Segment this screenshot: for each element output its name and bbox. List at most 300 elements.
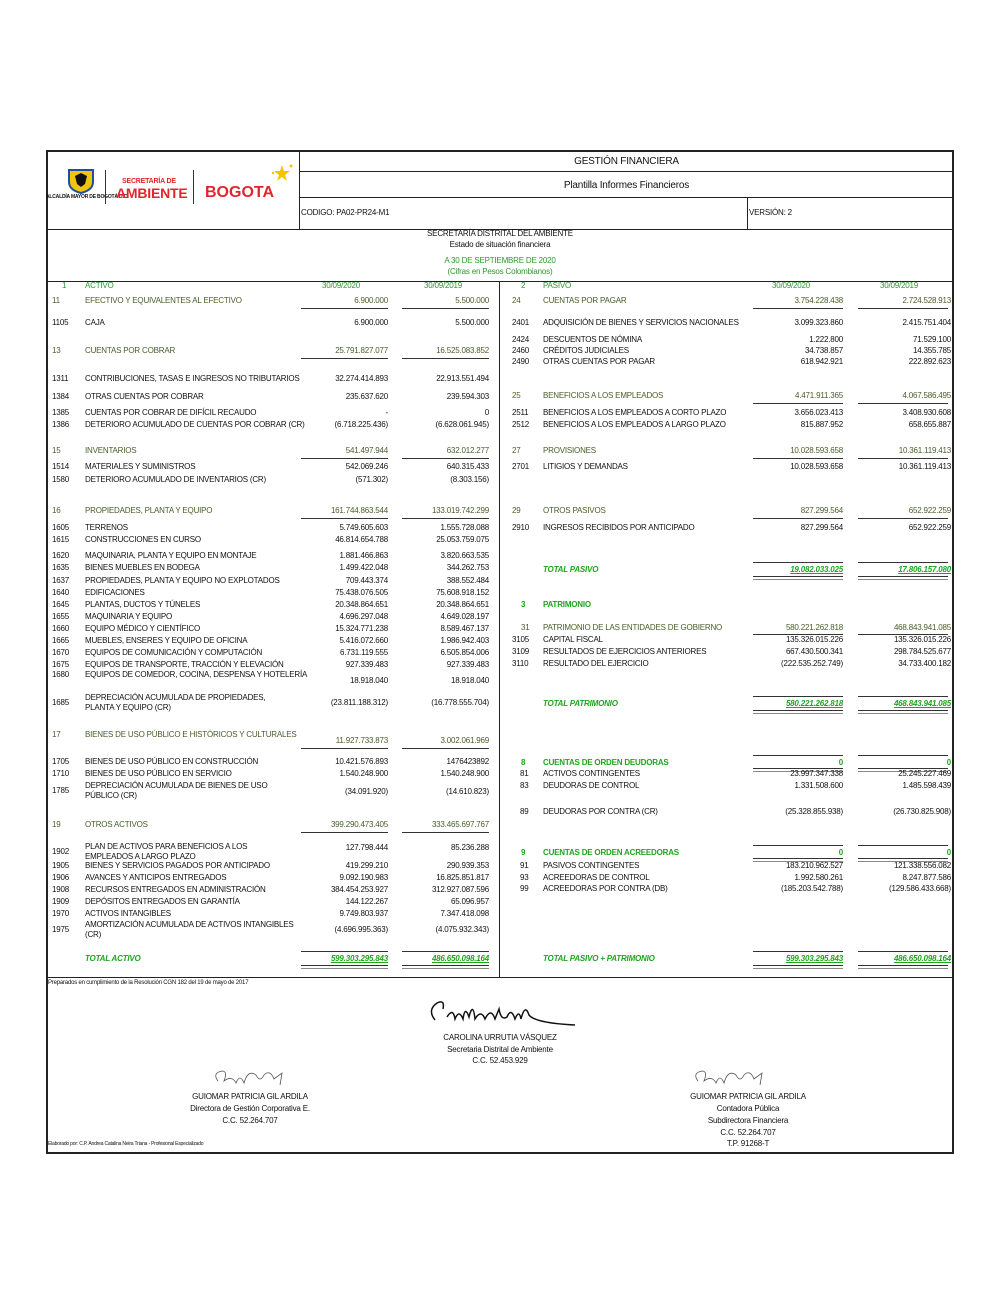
bogota-star-icon <box>270 163 294 183</box>
value-2020: 1.222.800 <box>809 335 843 344</box>
account-label: PROPIEDADES, PLANTA Y EQUIPO <box>85 506 213 515</box>
total-top-line <box>858 696 948 697</box>
alcaldia-logo <box>46 168 129 216</box>
value-2019: 75.608.918.152 <box>436 588 489 597</box>
logo-separator <box>105 170 106 204</box>
value-2019: 18.918.040 <box>450 676 489 685</box>
value-2020: 815.887.952 <box>800 420 843 429</box>
account-code: 1580 <box>52 475 69 484</box>
value-2020: 3.656.023.413 <box>794 408 843 417</box>
total-pasivo-2019: 17.806.157.080 <box>898 565 951 574</box>
value-2020: 4.471.911.365 <box>795 391 843 400</box>
account-label: RESULTADOS DE EJERCICIOS ANTERIORES <box>543 647 707 656</box>
deudoras-head-code: 8 <box>521 758 526 767</box>
account-code: 2511 <box>512 408 529 417</box>
value-2020: 10.028.593.658 <box>790 446 843 455</box>
value-2019: (8.303.156) <box>450 475 489 484</box>
value-2020: 667.430.500.341 <box>785 647 843 656</box>
account-code: 1655 <box>52 612 69 621</box>
total-double-underline <box>858 710 948 714</box>
value-2020: 6.900.000 <box>354 296 388 305</box>
header-line <box>299 171 954 172</box>
account-code: 31 <box>521 623 530 632</box>
account-label: PASIVOS CONTINGENTES <box>543 861 640 870</box>
value-2019: 20.348.864.651 <box>436 600 489 609</box>
group-underline <box>858 308 948 309</box>
group-underline <box>402 518 489 519</box>
value-2019: 34.733.400.182 <box>898 659 951 668</box>
value-2019: 312.927.087.596 <box>431 885 489 894</box>
value-2020: 9.749.803.937 <box>339 909 388 918</box>
value-2020: 183.210.962.527 <box>785 861 843 870</box>
account-label: PROPIEDADES, PLANTA Y EQUIPO NO EXPLOTADOS <box>85 576 280 585</box>
value-2020: 927.339.483 <box>345 660 388 669</box>
account-code: 1620 <box>52 551 69 560</box>
value-2020: 11.927.733.873 <box>335 736 388 745</box>
account-label: CONTRIBUCIONES, TASAS E INGRESOS NO TRIBUTARIOS <box>85 374 300 383</box>
account-code: 27 <box>512 446 521 455</box>
value-2020: - <box>385 408 388 417</box>
account-code: 1902 <box>52 847 69 856</box>
account-code: 1705 <box>52 757 69 766</box>
group-underline <box>753 403 843 404</box>
account-code: 1785 <box>52 786 69 795</box>
account-code: 2490 <box>512 357 529 366</box>
header-divider <box>747 197 748 230</box>
account-label: CONSTRUCCIONES EN CURSO <box>85 535 201 544</box>
value-2019: 222.892.623 <box>908 357 951 366</box>
value-2019: 640.315.433 <box>446 462 489 471</box>
account-label: EDIFICACIONES <box>85 588 145 597</box>
account-code: 1970 <box>52 909 69 918</box>
account-code: 29 <box>512 506 521 515</box>
pasivo-col-2019: 30/09/2019 <box>880 281 919 290</box>
account-label: INVENTARIOS <box>85 446 137 455</box>
account-label: DESCUENTOS DE NÓMINA <box>543 335 642 344</box>
signature-guiomar-right <box>690 1065 770 1089</box>
total-top-line <box>753 562 843 563</box>
value-2020: 135.326.015.226 <box>785 635 843 644</box>
header-line <box>299 197 954 198</box>
value-2020: 1.499.422.048 <box>339 563 388 572</box>
table-bottom-line <box>46 977 954 978</box>
account-label: INGRESOS RECIBIDOS POR ANTICIPADO <box>543 523 695 532</box>
account-label: MUEBLES, ENSERES Y EQUIPO DE OFICINA <box>85 636 248 645</box>
value-2019: 652.922.259 <box>908 506 951 515</box>
account-label: EQUIPO MÉDICO Y CIENTÍFICO <box>85 624 200 633</box>
account-label: ACTIVOS CONTINGENTES <box>543 769 640 778</box>
group-underline <box>301 748 388 749</box>
value-2020: (25.328.855.938) <box>785 807 843 816</box>
value-2020: 46.814.654.788 <box>335 535 388 544</box>
account-label: DEUDORAS DE CONTROL <box>543 781 640 790</box>
resolution-note: Preparados en cumplimiento de la Resolución CGN 182 del 19 de mayo de 2017 <box>48 980 249 986</box>
account-label: CUENTAS POR PAGAR <box>543 296 627 305</box>
account-code: 2910 <box>512 523 529 532</box>
account-code: 1105 <box>52 318 69 327</box>
activo-header: ACTIVO <box>85 281 114 290</box>
value-2020: 6.731.119.555 <box>340 648 388 657</box>
value-2019: 3.408.930.608 <box>902 408 951 417</box>
account-code: 1384 <box>52 392 69 401</box>
account-label: DEPÓSITOS ENTREGADOS EN GARANTÍA <box>85 897 240 906</box>
value-2019: 290.939.353 <box>446 861 489 870</box>
group-underline <box>753 458 843 459</box>
value-2020: 542.069.246 <box>345 462 388 471</box>
value-2019: 16.825.851.817 <box>436 873 489 882</box>
value-2020: 1.992.580.261 <box>794 873 843 882</box>
group-underline <box>402 358 489 359</box>
value-2019: 652.922.259 <box>908 523 951 532</box>
total-double-underline <box>753 965 843 969</box>
account-code: 1675 <box>52 660 69 669</box>
total-pasivo-patrimonio-2019: 486.650.098.164 <box>893 954 951 963</box>
account-code: 19 <box>52 820 61 829</box>
account-label: EFECTIVO Y EQUIVALENTES AL EFECTIVO <box>85 296 242 305</box>
value-2020: 161.744.863.544 <box>330 506 388 515</box>
value-2019: 3.002.061.969 <box>440 736 489 745</box>
account-code: 1670 <box>52 648 69 657</box>
account-code: 11 <box>52 296 60 305</box>
account-code: 24 <box>512 296 521 305</box>
patrimonio-header: PATRIMONIO <box>543 600 591 609</box>
account-label: BIENES Y SERVICIOS PAGADOS POR ANTICIPADO <box>85 861 270 870</box>
value-2019: 298.784.525.677 <box>893 647 951 656</box>
column-divider <box>499 281 500 977</box>
value-2020: 3.754.228.438 <box>794 296 843 305</box>
value-2019: 0 <box>484 408 489 417</box>
account-code: 1635 <box>52 563 69 572</box>
value-2019: 1.986.942.403 <box>440 636 489 645</box>
value-2019: (14.610.823) <box>446 787 489 796</box>
account-label: BENEFICIOS A LOS EMPLEADOS A LARGO PLAZO <box>543 420 726 429</box>
account-code: 1645 <box>52 600 69 609</box>
acreedoras-head-2020: 0 <box>838 848 843 857</box>
account-label: BIENES MUEBLES EN BODEGA <box>85 563 200 572</box>
value-2019: 344.262.753 <box>446 563 489 572</box>
value-2020: 5.749.605.603 <box>339 523 388 532</box>
account-label: ACTIVOS INTANGIBLES <box>85 909 171 918</box>
group-underline <box>301 518 388 519</box>
account-code: 1685 <box>52 698 69 707</box>
account-label: DETERIORO ACUMULADO DE CUENTAS POR COBRAR (CR) <box>85 420 305 429</box>
activo-code: 1 <box>62 281 67 290</box>
value-2020: (4.696.995.363) <box>334 925 388 934</box>
value-2020: 127.798.444 <box>345 843 388 852</box>
value-2020: (222.535.252.749) <box>781 659 843 668</box>
account-code: 1710 <box>52 769 69 778</box>
account-code: 15 <box>52 446 61 455</box>
value-2020: 827.299.564 <box>800 523 843 532</box>
value-2020: 419.299.210 <box>345 861 388 870</box>
value-2020: (6.718.225.436) <box>334 420 388 429</box>
account-label: CRÉDITOS JUDICIALES <box>543 346 629 355</box>
signature-carolina <box>425 995 585 1035</box>
account-label: DEPRECIACIÓN ACUMULADA DE PROPIEDADES, PLANTA Y EQUIPO (CR) <box>85 693 266 712</box>
total-double-underline <box>301 965 388 969</box>
alcaldia-text: ALCALDÍA MAYOR DE BOGOTÁ D.C. <box>46 194 129 200</box>
total-patrimonio-label: TOTAL PATRIMONIO <box>543 699 618 708</box>
entity-name: SECRETARÍA DISTRITAL DEL AMBIENTE <box>427 229 573 238</box>
account-code: 89 <box>520 807 529 816</box>
value-2020: 1.881.466.863 <box>339 551 388 560</box>
account-code: 1386 <box>52 420 69 429</box>
account-code: 1615 <box>52 535 69 544</box>
doc-code: CODIGO: PA02-PR24-M1 <box>301 208 390 217</box>
account-label: ADQUISICIÓN DE BIENES Y SERVICIOS NACIONALES <box>543 318 739 327</box>
deudoras-head-2020: 0 <box>838 758 843 767</box>
account-code: 91 <box>520 861 529 870</box>
account-label: ACREEDORAS DE CONTROL <box>543 873 650 882</box>
account-code: 1909 <box>52 897 69 906</box>
account-code: 1660 <box>52 624 69 633</box>
account-code: 2424 <box>512 335 529 344</box>
deudoras-head-label: CUENTAS DE ORDEN DEUDORAS <box>543 758 669 767</box>
value-2019: 468.843.941.085 <box>893 623 951 632</box>
value-2020: 5.416.072.660 <box>339 636 388 645</box>
account-label: RECURSOS ENTREGADOS EN ADMINISTRACIÓN <box>85 885 266 894</box>
total-double-underline <box>753 576 843 580</box>
value-2019: (4.075.932.343) <box>435 925 489 934</box>
account-label: OTRAS CUENTAS POR PAGAR <box>543 357 656 366</box>
value-2020: 618.942.921 <box>800 357 843 366</box>
prepared-by: Elaborado por: C.P. Andrea Catalina Neira Triana - Profesional Especializado <box>48 1141 204 1147</box>
total-pasivo-label: TOTAL PASIVO <box>543 565 599 574</box>
signer-left-role: Directora de Gestión Corporativa E. <box>190 1104 310 1113</box>
group-underline <box>858 458 948 459</box>
account-label: BENEFICIOS A LOS EMPLEADOS A CORTO PLAZO <box>543 408 727 417</box>
total-top-line <box>753 951 843 952</box>
acreedoras-head-2019: 0 <box>946 848 951 857</box>
account-label: EQUIPOS DE COMUNICACIÓN Y COMPUTACIÓN <box>85 648 263 657</box>
value-2019: 85.236.288 <box>450 843 489 852</box>
secretaria-logo-small: SECRETARÍA DE <box>122 178 176 185</box>
account-code: 2512 <box>512 420 529 429</box>
value-2020: 18.918.040 <box>349 676 388 685</box>
account-code: 1514 <box>52 462 69 471</box>
group-underline <box>301 832 388 833</box>
value-2019: 388.552.484 <box>446 576 489 585</box>
group-underline <box>753 308 843 309</box>
account-code: 1905 <box>52 861 69 870</box>
account-label: PLANTAS, DUCTOS Y TÚNELES <box>85 600 201 609</box>
logo-separator <box>193 170 194 204</box>
value-2019: 1.485.598.439 <box>902 781 951 790</box>
value-2019: 6.505.854.006 <box>440 648 489 657</box>
orden-top-line <box>858 845 948 846</box>
account-label: DEPRECIACIÓN ACUMULADA DE BIENES DE USO PÚBLICO (CR) <box>85 781 268 800</box>
account-label: CAPITAL FISCAL <box>543 635 603 644</box>
value-2020: (23.811.188.312) <box>330 698 388 707</box>
signer-right-tp: T.P. 91268-T <box>726 1139 770 1148</box>
account-code: 93 <box>520 873 529 882</box>
statement-name: Estado de situación financiera <box>449 240 551 249</box>
value-2020: 384.454.253.927 <box>330 885 388 894</box>
total-top-line <box>402 951 489 952</box>
account-label: PROVISIONES <box>543 446 596 455</box>
value-2019: (6.628.061.945) <box>435 420 489 429</box>
statement-date: A 30 DE SEPTIEMBRE DE 2020 <box>444 256 556 265</box>
value-2019: 3.820.663.535 <box>440 551 489 560</box>
activo-col-2020: 30/09/2020 <box>322 281 361 290</box>
pasivo-header: PASIVO <box>543 281 571 290</box>
group-underline <box>402 308 489 309</box>
group-underline <box>402 832 489 833</box>
value-2019: 4.649.028.197 <box>440 612 489 621</box>
value-2019: 658.655.887 <box>908 420 951 429</box>
account-label: BIENES DE USO PÚBLICO EN CONSTRUCCIÓN <box>85 757 259 766</box>
account-label: OTROS ACTIVOS <box>85 820 148 829</box>
value-2020: 20.348.864.651 <box>335 600 388 609</box>
value-2019: 927.339.483 <box>446 660 489 669</box>
signer-right-role: Contadora Pública <box>716 1104 780 1113</box>
account-label: MAQUINARIA Y EQUIPO <box>85 612 173 621</box>
value-2019: (129.586.433.668) <box>889 884 951 893</box>
account-label: PLAN DE ACTIVOS PARA BENEFICIOS A LOS EMPLEADOS A LARGO PLAZO <box>85 842 248 861</box>
signer-main-id: C.C. 52.453.929 <box>472 1056 528 1065</box>
value-2020: (571.302) <box>355 475 388 484</box>
account-code: 1640 <box>52 588 69 597</box>
value-2019: 10.361.119.413 <box>898 446 951 455</box>
total-double-underline <box>402 965 489 969</box>
value-2020: 25.791.827.077 <box>335 346 388 355</box>
coat-of-arms-icon <box>67 168 95 194</box>
total-double-underline <box>858 576 948 580</box>
value-2019: 65.096.957 <box>450 897 489 906</box>
signer-main-name: CAROLINA URRUTIA VÁSQUEZ <box>443 1033 557 1042</box>
account-code: 2460 <box>512 346 529 355</box>
value-2020: 23.997.347.338 <box>790 769 843 778</box>
account-label: PATRIMONIO DE LAS ENTIDADES DE GOBIERNO <box>543 623 723 632</box>
value-2020: (185.203.542.788) <box>781 884 843 893</box>
value-2019: 16.525.083.852 <box>436 346 489 355</box>
account-label: LITIGIOS Y DEMANDAS <box>543 462 628 471</box>
doc-version: VERSIÓN: 2 <box>749 208 792 217</box>
value-2020: 6.900.000 <box>354 318 388 327</box>
account-code: 1385 <box>52 408 69 417</box>
account-label: OTRAS CUENTAS POR COBRAR <box>85 392 204 401</box>
total-pasivo-patrimonio-label: TOTAL PASIVO + PATRIMONIO <box>543 954 655 963</box>
signature-guiomar-left <box>210 1065 290 1089</box>
value-2020: 75.438.076.505 <box>335 588 388 597</box>
orden-top-line <box>753 755 843 756</box>
value-2019: 1.540.248.900 <box>440 769 489 778</box>
value-2020: 580.221.262.818 <box>785 623 843 632</box>
value-2019: 121.338.556.082 <box>893 861 951 870</box>
group-underline <box>301 358 388 359</box>
patrimonio-code: 3 <box>521 600 526 609</box>
total-activo-2020: 599.303.295.843 <box>330 954 388 963</box>
value-2019: 25.245.227.469 <box>898 769 951 778</box>
value-2019: 632.012.277 <box>446 446 489 455</box>
acreedoras-head-label: CUENTAS DE ORDEN ACREEDORAS <box>543 848 679 857</box>
account-label: MATERIALES Y SUMINISTROS <box>85 462 196 471</box>
value-2020: 32.274.414.893 <box>335 374 388 383</box>
value-2020: 399.290.473.405 <box>330 820 388 829</box>
value-2019: 1476423892 <box>446 757 489 766</box>
acreedoras-head-code: 9 <box>521 848 526 857</box>
value-2019: 4.067.586.495 <box>902 391 951 400</box>
value-2020: 4.696.297.048 <box>339 612 388 621</box>
account-code: 13 <box>52 346 61 355</box>
account-label: RESULTADO DEL EJERCICIO <box>543 659 649 668</box>
total-top-line <box>858 562 948 563</box>
value-2020: (34.091.920) <box>345 787 388 796</box>
value-2019: 8.247.877.586 <box>902 873 951 882</box>
account-label: CUENTAS POR COBRAR <box>85 346 176 355</box>
activo-col-2019: 30/09/2019 <box>424 281 463 290</box>
account-code: 25 <box>512 391 521 400</box>
group-underline <box>301 308 388 309</box>
account-code: 1605 <box>52 523 69 532</box>
account-code: 1311 <box>52 374 69 383</box>
value-2020: 541.497.944 <box>345 446 388 455</box>
value-2020: 15.324.771.238 <box>335 624 388 633</box>
account-label: TERRENOS <box>85 523 128 532</box>
pasivo-code: 2 <box>521 281 526 290</box>
total-top-line <box>858 951 948 952</box>
group-underline <box>858 518 948 519</box>
account-label: AMORTIZACIÓN ACUMULADA DE ACTIVOS INTANGIBLES (CR) <box>85 920 294 939</box>
value-2019: 5.500.000 <box>455 318 489 327</box>
signer-right-name: GUIOMAR PATRICIA GIL ARDILA <box>690 1092 806 1101</box>
account-code: 1908 <box>52 885 69 894</box>
group-underline <box>402 458 489 459</box>
total-pasivo-patrimonio-2020: 599.303.295.843 <box>785 954 843 963</box>
account-label: BIENES DE USO PÚBLICO EN SERVICIO <box>85 769 232 778</box>
value-2019: 333.465.697.767 <box>431 820 489 829</box>
account-label: DEUDORAS POR CONTRA (CR) <box>543 807 658 816</box>
account-code: 17 <box>52 730 61 739</box>
group-underline <box>402 748 489 749</box>
value-2020: 34.738.857 <box>804 346 843 355</box>
account-label: ACREEDORAS POR CONTRA (DB) <box>543 884 668 893</box>
account-code: 1680 <box>52 670 69 679</box>
group-underline <box>858 403 948 404</box>
total-top-line <box>301 951 388 952</box>
account-code: 1665 <box>52 636 69 645</box>
account-label: OTROS PASIVOS <box>543 506 606 515</box>
account-code: 1637 <box>52 576 69 585</box>
value-2019: (26.730.825.908) <box>893 807 951 816</box>
value-2020: 235.637.620 <box>345 392 388 401</box>
value-2020: 827.299.564 <box>800 506 843 515</box>
value-2019: 1.555.728.088 <box>440 523 489 532</box>
total-double-underline <box>858 965 948 969</box>
value-2019: 2.724.528.913 <box>902 296 951 305</box>
value-2019: 133.019.742.299 <box>431 506 489 515</box>
signer-right-role2: Subdirectora Financiera <box>707 1116 789 1125</box>
value-2019: (16.778.555.704) <box>431 698 489 707</box>
doc-subtitle: Plantilla Informes Financieros <box>563 180 690 191</box>
account-label: DETERIORO ACUMULADO DE INVENTARIOS (CR) <box>85 475 266 484</box>
account-label: EQUIPOS DE COMEDOR, COCINA, DESPENSA Y HOTELERÍA <box>85 670 308 679</box>
total-top-line <box>753 696 843 697</box>
value-2020: 9.092.190.983 <box>339 873 388 882</box>
value-2019: 135.326.015.226 <box>893 635 951 644</box>
account-code: 81 <box>520 769 529 778</box>
pasivo-col-2020: 30/09/2020 <box>772 281 811 290</box>
account-label: CAJA <box>85 318 105 327</box>
account-label: BIENES DE USO PÚBLICO E HISTÓRICOS Y CULTURALES <box>85 730 297 739</box>
doc-title: GESTIÓN FINANCIERA <box>574 156 679 167</box>
secretaria-logo-big: AMBIENTE <box>116 185 188 201</box>
value-2020: 1.540.248.900 <box>339 769 388 778</box>
account-code: 3105 <box>512 635 529 644</box>
total-patrimonio-2019: 468.843.941.085 <box>893 699 951 708</box>
account-label: CUENTAS POR COBRAR DE DIFÍCIL RECAUDO <box>85 408 257 417</box>
account-code: 1906 <box>52 873 69 882</box>
